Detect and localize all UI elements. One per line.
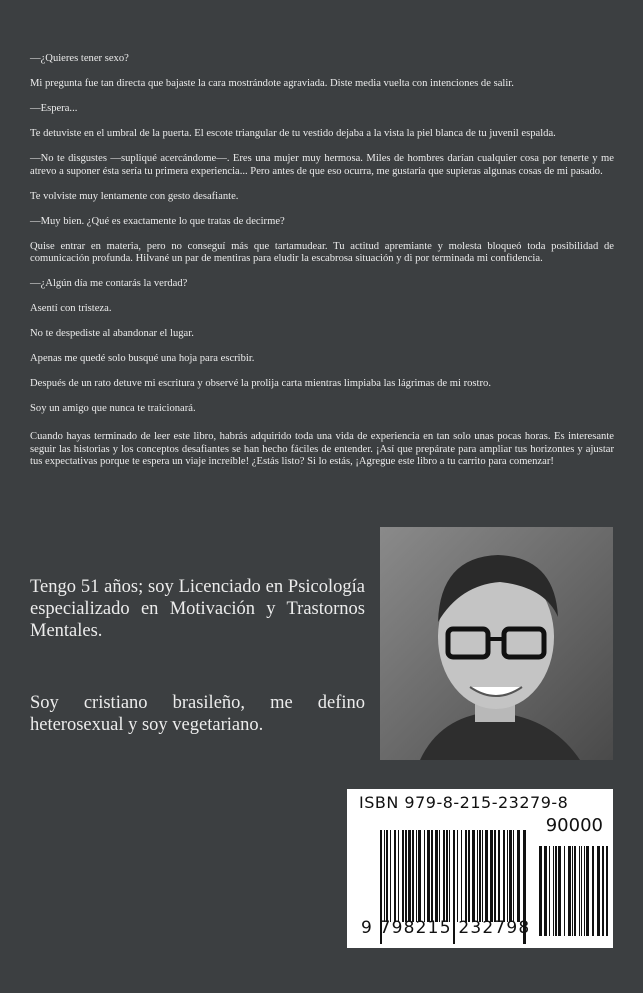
barcode-bar (549, 846, 550, 936)
isbn-barcode (347, 789, 613, 948)
story-paragraph: —No te disgustes —supliqué acercándome—. Eres una mujer muy hermosa. Miles de hombres darían cualquier cosa por tenerte y me atrevo a suponer ésta sería tu primera experiencia... Pero antes de que eso ocurra, me gustaría que supieras algunas cosas de mi pasado. (30, 153, 614, 177)
author-bio-1: Tengo 51 años; soy Licenciado en Psicología especializado en Motivación y Trastornos Mentales. (30, 577, 365, 641)
barcode-bar (494, 830, 496, 922)
barcode-bar (386, 830, 388, 922)
barcode-bar (477, 830, 478, 922)
barcode-bar (597, 846, 600, 936)
barcode-bar (509, 830, 512, 922)
barcode-bar (498, 830, 500, 922)
barcode-bar (555, 846, 557, 936)
barcode-bar (457, 830, 458, 922)
story-paragraph: —¿Algún día me contarás la verdad? (30, 278, 188, 289)
barcode-bar (584, 846, 585, 936)
barcode-bar (416, 830, 417, 922)
barcode-bar (574, 846, 576, 936)
barcode-bar (431, 830, 433, 922)
author-bio-2: Soy cristiano brasileño, me defino heterosexual y soy vegetariano. (30, 693, 365, 735)
barcode-bar (507, 830, 508, 922)
barcode-bar (602, 846, 604, 936)
barcode-bar (513, 830, 514, 922)
story-excerpt (30, 53, 614, 428)
barcode-bar (390, 830, 391, 922)
barcode-bar (461, 830, 462, 922)
barcode-bar (503, 830, 505, 922)
book-blurb: Cuando hayas terminado de leer este libro, habrás adquirido toda una vida de experiencia en tan solo unas pocas horas. Es interesante seguir las historias y los conceptos desafiantes se han hecho fáciles de entender. ¡Así que prepárate para ampliar tus horizontes y ajustar tus expectativas porque te espera un viaje increíble! ¿Estás listo? Si lo estás, ¡Agregue este libro a tu carrito para comenzar! (30, 431, 614, 467)
barcode-bar (490, 830, 493, 922)
barcode-bar (581, 846, 582, 936)
price-code: 90000 (545, 815, 603, 836)
barcode-bar (418, 830, 421, 922)
barcode-bar (443, 830, 445, 922)
barcode-bar (592, 846, 594, 936)
barcode-bar (424, 830, 425, 922)
ean-digits: 9 798215 232798 (361, 918, 531, 938)
barcode-bar (479, 830, 481, 922)
barcode-bar (468, 830, 470, 922)
barcode-bar (539, 846, 542, 936)
barcode-bar (446, 830, 448, 922)
barcode-bar (517, 830, 520, 922)
barcode-bar (398, 830, 399, 922)
barcode-bar (568, 846, 571, 936)
barcode-bar (405, 830, 407, 922)
story-paragraph: Te detuviste en el umbral de la puerta. El escote triangular de tu vestido dejaba a la vista la piel blanca de tu juvenil espalda. (30, 128, 556, 139)
barcode-bar (435, 830, 438, 922)
barcode-bar (564, 846, 565, 936)
barcode-bar (394, 830, 396, 922)
barcode-bar (579, 846, 580, 936)
story-paragraph: Soy un amigo que nunca te traicionará. (30, 403, 196, 414)
barcode-bar (482, 830, 483, 922)
barcode-bar (412, 830, 414, 922)
story-paragraph: No te despediste al abandonar el lugar. (30, 328, 194, 339)
story-paragraph: Después de un rato detuve mi escritura y observé la prolija carta mientras limpiaba las lágrimas de mi rostro. (30, 378, 491, 389)
story-paragraph: —¿Quieres tener sexo? (30, 53, 129, 64)
story-paragraph: —Espera... (30, 103, 78, 114)
barcode-bar (465, 830, 467, 922)
barcode-bar (449, 830, 450, 922)
barcode-bar (606, 846, 608, 936)
barcode-bar (427, 830, 430, 922)
story-paragraph: Asentí con tristeza. (30, 303, 112, 314)
barcode-bar (586, 846, 589, 936)
barcode-bar (558, 846, 561, 936)
barcode-bar (384, 830, 385, 922)
isbn-label: ISBN 979-8-215-23279-8 (359, 793, 569, 812)
barcode-bar (485, 830, 488, 922)
story-paragraph: Apenas me quedé solo busqué una hoja para escribir. (30, 353, 255, 364)
barcode-bar (544, 846, 547, 936)
author-photo (380, 527, 613, 760)
story-paragraph: Mi pregunta fue tan directa que bajaste la cara mostrándote agraviada. Diste media vuelta con intenciones de salir. (30, 78, 514, 89)
addon-bars (539, 846, 609, 936)
story-paragraph: Quise entrar en materia, pero no conseguí más que tartamudear. Tu actitud apremiante y molesta bloqueó toda posibilidad de comunicación profunda. Hilvané un par de mentiras para eludir la escabrosa situación y di por terminada mi confidencia. (30, 240, 614, 264)
story-paragraph: Te volviste muy lentamente con gesto desafiante. (30, 190, 239, 202)
story-paragraph: —Muy bien. ¿Qué es exactamente lo que tratas de decirme? (30, 215, 285, 227)
barcode-bar (472, 830, 475, 922)
barcode-bar (439, 830, 440, 922)
barcode-bar (553, 846, 554, 936)
barcode-bar (572, 846, 573, 936)
barcode-bar (408, 830, 411, 922)
barcode-bar (402, 830, 404, 922)
